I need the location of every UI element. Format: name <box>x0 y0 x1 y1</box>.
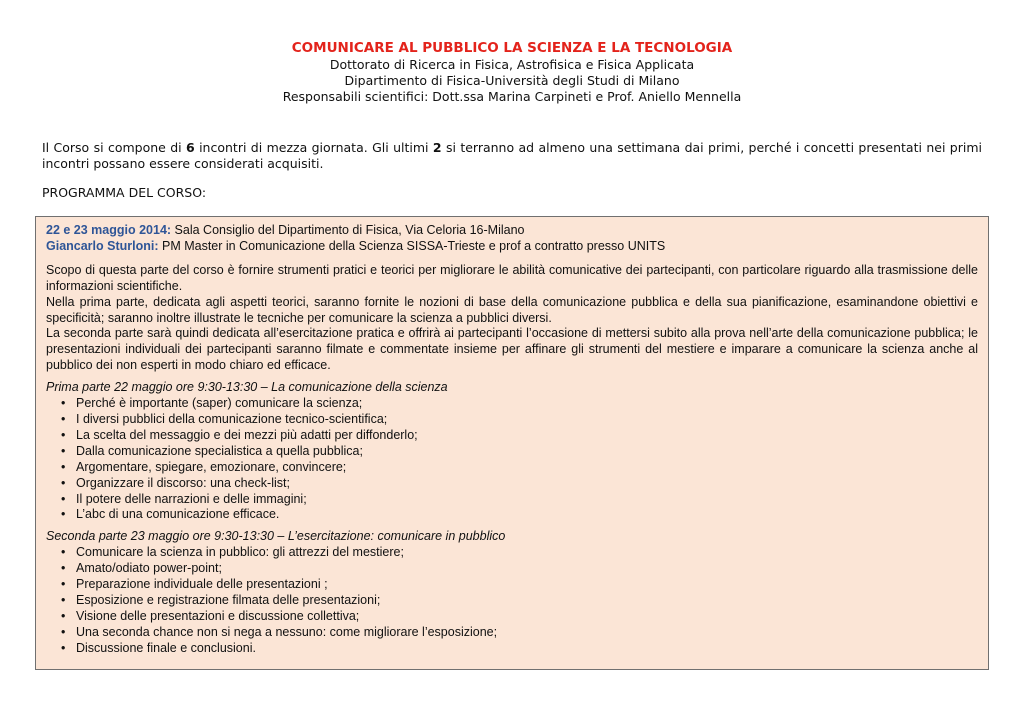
description-paragraph: La seconda parte sarà quindi dedicata all’esercitazione pratica e offrirà ai partecipanti l’occasione di mettersi subito alla prova nell’arte della comunicazione pubblica; le presentazioni individuali dei partecipanti saranno filmate e commentate insieme per affinare gli strumenti del mestiere e imparare a comunicare la scienza anche al pubblico dei non esperti in modo chiaro ed efficace. <box>46 326 978 373</box>
part2-list <box>46 545 978 656</box>
list-item: • Dalla comunicazione specialistica a quella pubblica; <box>76 444 978 460</box>
list-item: • La scelta del messaggio e dei mezzi più adatti per diffonderlo; <box>76 428 978 444</box>
module-date-line <box>46 223 978 239</box>
part1-list <box>46 396 978 523</box>
list-item: • L’abc di una comunicazione efficace. <box>76 507 978 523</box>
module-location: Sala Consiglio del Dipartimento di Fisica, Via Celoria 16-Milano <box>171 223 525 237</box>
teacher-info: PM Master in Comunicazione della Scienza SISSA-Trieste e prof a contratto presso UNITS <box>158 238 666 253</box>
intro-paragraph: Il Corso si compone di 6 incontri di mezza giornata. Gli ultimi 2 si terranno ad almeno una settimana dai primi, perché i concetti presentati nei primi incontri possano essere considerati acquisiti. <box>42 140 982 171</box>
last-meetings-count: 2 <box>432 140 442 155</box>
part1-heading: Prima parte 22 maggio ore 9:30-13:30 – La comunicazione della scienza <box>46 380 448 395</box>
teacher-name: Giancarlo Sturloni: <box>46 238 159 253</box>
module-box <box>35 216 989 670</box>
department-line: Dipartimento di Fisica-Università degli Studi di Milano <box>344 73 680 88</box>
meeting-count: 6 <box>186 140 195 155</box>
list-item: • Comunicare la scienza in pubblico: gli attrezzi del mestiere; <box>76 545 978 561</box>
module-date-label: 22 e 23 maggio 2014: <box>46 223 172 237</box>
description-paragraph: Nella prima parte, dedicata agli aspetti teorici, saranno fornite le nozioni di base della comunicazione pubblica e della sua pianificazione, esaminandone obiettivi e specificità; saranno inoltre illustrate le tecniche per comunicare la scienza a pubblici diversi. <box>46 294 978 325</box>
document-header <box>0 40 1024 105</box>
list-item: • Perché è importante (saper) comunicare la scienza; <box>76 396 978 412</box>
module-teacher-line <box>46 239 978 255</box>
list-item: • Organizzare il discorso: una check-list; <box>76 476 978 492</box>
document-title: COMUNICARE AL PUBBLICO LA SCIENZA E LA TECNOLOGIA <box>291 40 733 56</box>
list-item: • Il potere delle narrazioni e delle immagini; <box>76 492 978 508</box>
part2-heading: Seconda parte 23 maggio ore 9:30-13:30 – L’esercitazione: comunicare in pubblico <box>46 529 506 544</box>
list-item: • I diversi pubblici della comunicazione tecnico-scientifica; <box>76 412 978 428</box>
list-item: • Discussione finale e conclusioni. <box>76 641 978 657</box>
list-item: • Esposizione e registrazione filmata delle presentazioni; <box>76 593 978 609</box>
doctorate-line: Dottorato di Ricerca in Fisica, Astrofisica e Fisica Applicata <box>329 57 695 72</box>
description-paragraph: Scopo di questa parte del corso è fornire strumenti pratici e teorici per migliorare le abilità comunicative dei partecipanti, con particolare riguardo alla trasmissione delle informazioni scientifiche. <box>46 262 978 293</box>
list-item: • Visione delle presentazioni e discussione collettiva; <box>76 609 978 625</box>
supervisors-line: Responsabili scientifici: Dott.ssa Marina Carpineti e Prof. Aniello Mennella <box>282 89 742 104</box>
program-label: PROGRAMMA DEL CORSO: <box>42 185 207 200</box>
list-item: • Argomentare, spiegare, emozionare, convincere; <box>76 460 978 476</box>
list-item: • Amato/odiato power-point; <box>76 561 978 577</box>
list-item: • Una seconda chance non si nega a nessuno: come migliorare l’esposizione; <box>76 625 978 641</box>
list-item: • Preparazione individuale delle presentazioni ; <box>76 577 978 593</box>
